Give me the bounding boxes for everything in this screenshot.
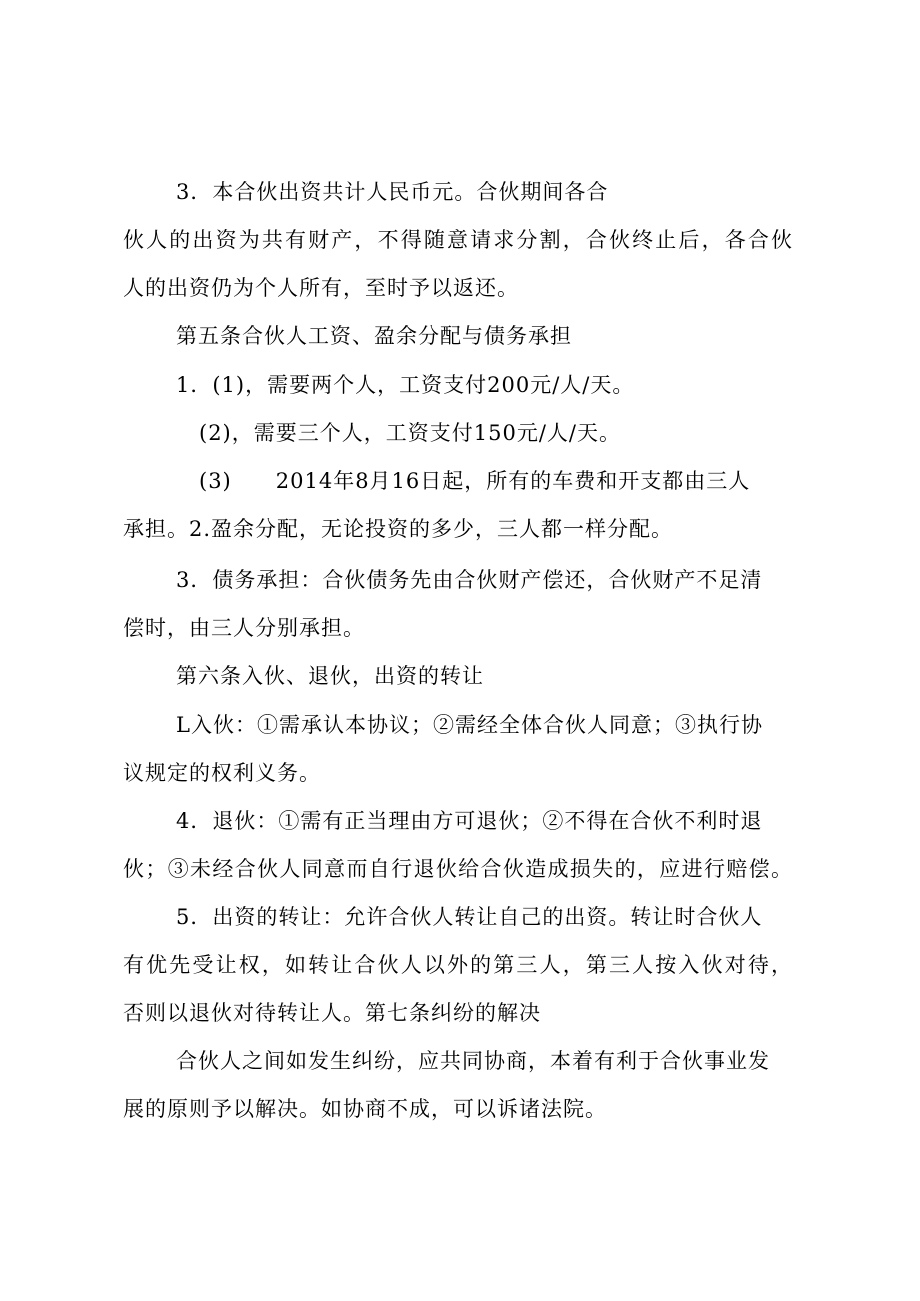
section-heading: 第六条入伙、退伙，出资的转让 xyxy=(176,664,484,688)
paragraph-line: 人的出资仍为个人所有，至时予以返还。 xyxy=(123,276,519,300)
paragraph-line: 偿时，由三人分别承担。 xyxy=(123,616,365,640)
paragraph-line: 展的原则予以解决。如协商不成，可以诉诸法院。 xyxy=(123,1097,607,1121)
paragraph-line: 伙；③未经合伙人同意而自行退伙给合伙造成损失的，应进行赔偿。 xyxy=(123,857,793,881)
paragraph-line: (2)，需要三个人，工资支付150元/人/天。 xyxy=(199,421,621,445)
paragraph-line: 3．本合伙出资共计人民币元。合伙期间各合 xyxy=(176,180,609,204)
paragraph-line: 伙人的出资为共有财产，不得随意请求分割，合伙终止后，各合伙 xyxy=(123,228,793,252)
paragraph-line: 1．(1)，需要两个人，工资支付200元/人/天。 xyxy=(176,373,635,397)
paragraph-line: 3．债务承担：合伙债务先由合伙财产偿还，合伙财产不足清 xyxy=(176,568,763,592)
paragraph-line: 议规定的权利义务。 xyxy=(123,761,321,785)
paragraph-line: 否则以退伙对待转让人。第七条纠纷的解决 xyxy=(123,1001,541,1025)
paragraph-line: 4．退伙：①需有正当理由方可退伙；②不得在合伙不利时退 xyxy=(176,809,763,833)
paragraph-line: 有优先受让权，如转让合伙人以外的第三人，第三人按入伙对待， xyxy=(123,953,793,977)
paragraph-line: L入伙：①需承认本协议；②需经全体合伙人同意；③执行协 xyxy=(176,713,763,737)
paragraph-line: 承担。2.盈余分配，无论投资的多少，三人都一样分配。 xyxy=(123,517,674,541)
section-heading: 第五条合伙人工资、盈余分配与债务承担 xyxy=(176,324,572,348)
paragraph-line: 合伙人之间如发生纠纷，应共同协商，本着有利于合伙事业发 xyxy=(176,1049,770,1073)
paragraph-line: 5．出资的转让：允许合伙人转让自己的出资。转让时合伙人 xyxy=(176,905,763,929)
paragraph-line: (3) 2014年8月16日起，所有的车费和开支都由三人 xyxy=(199,469,751,493)
